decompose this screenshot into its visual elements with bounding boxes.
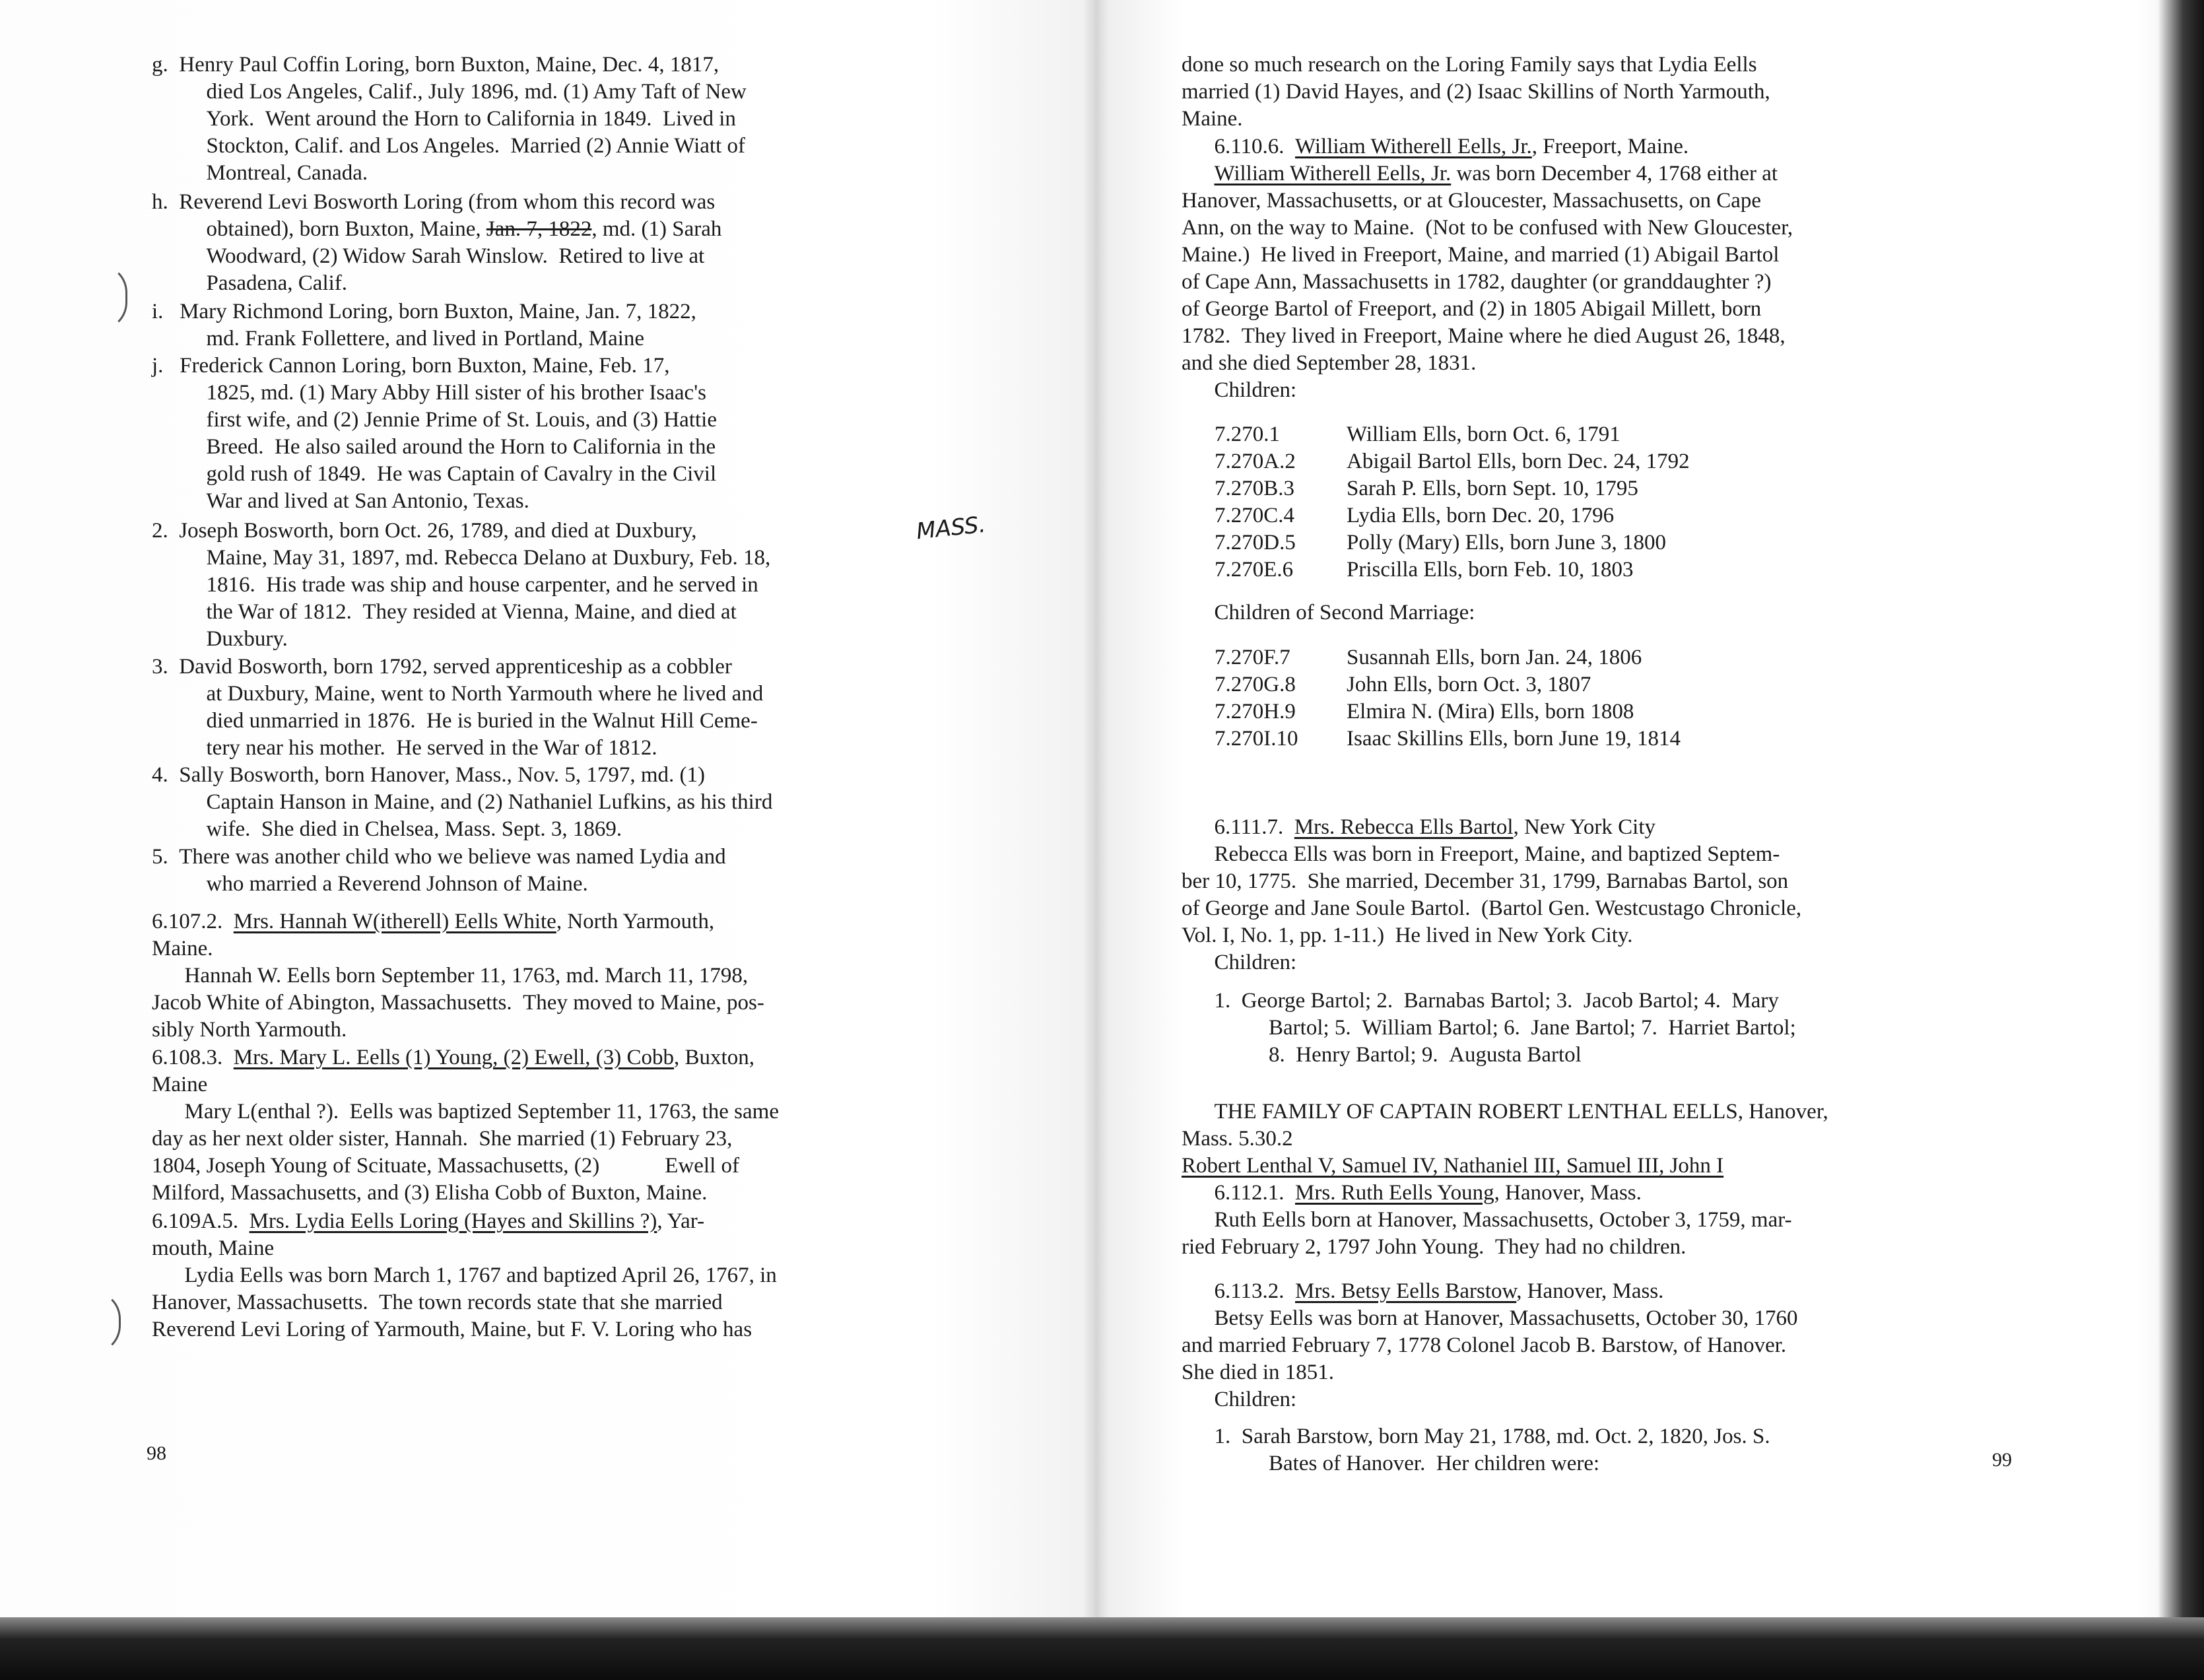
text-line: 1804, Joseph Young of Scituate, Massachusetts, (2) Ewell of <box>152 1154 740 1178</box>
text-line: Jacob White of Abington, Massachusetts. They moved to Maine, pos- <box>152 991 764 1015</box>
text-block <box>152 762 977 843</box>
text-line: 5. There was another child who we believe was named Lydia and <box>152 845 726 869</box>
handwritten-annotation: MASS. <box>915 511 987 545</box>
text-line: Hanover, Massachusetts, or at Gloucester, Massachusetts, on Cape <box>1182 189 1762 213</box>
text-line: Maine. <box>152 937 213 960</box>
text-line: obtained), born Buxton, Maine, Jan. 7, 1822, md. (1) Sarah <box>152 217 722 241</box>
child-entry: John Ells, born Oct. 3, 1807 <box>1347 673 1591 696</box>
margin-bracket-mark <box>99 264 127 331</box>
text-line: Mass. 5.30.2 <box>1182 1127 1293 1151</box>
record-number: 7.270E.6 <box>1215 558 1294 582</box>
text-block <box>1182 133 2106 404</box>
text-line: g. Henry Paul Coffin Loring, born Buxton, Maine, Dec. 4, 1817, <box>152 53 719 77</box>
record-number: 7.270G.8 <box>1215 673 1296 696</box>
table-row <box>1215 556 1690 584</box>
left-page <box>0 0 1096 1680</box>
text-line: gold rush of 1849. He was Captain of Cavalry in the Civil <box>152 462 717 486</box>
text-block <box>152 654 977 762</box>
left-page-number: 98 <box>147 1442 166 1464</box>
text-line: Pasadena, Calif. <box>152 271 348 295</box>
text-line: 6.113.2. Mrs. Betsy Eells Barstow, Hanover, Mass. <box>1182 1279 1664 1303</box>
text-line: Bates of Hanover. Her children were: <box>1182 1452 1600 1475</box>
text-line: Robert Lenthal V, Samuel IV, Nathaniel III, Samuel III, John I <box>1182 1154 1724 1178</box>
text-block <box>152 189 977 297</box>
text-line: of Cape Ann, Massachusetts in 1782, daughter (or granddaughter ?) <box>1182 270 1772 294</box>
text-line: i. Mary Richmond Loring, born Buxton, Maine, Jan. 7, 1822, <box>152 300 696 323</box>
record-number: 7.270D.5 <box>1215 531 1296 554</box>
text-line: Ann, on the way to Maine. (Not to be confused with New Gloucester, <box>1182 216 1793 240</box>
children-table <box>1215 644 1681 753</box>
text-line: 1782. They lived in Freeport, Maine where he died August 26, 1848, <box>1182 324 1786 348</box>
text-line: 6.107.2. Mrs. Hannah W(itherell) Eells White, North Yarmouth, <box>152 910 715 933</box>
text-line: Hannah W. Eells born September 11, 1763, md. March 11, 1798, <box>152 964 749 988</box>
text-line: 6.108.3. Mrs. Mary L. Eells (1) Young, (2) Ewell, (3) Cobb, Buxton, <box>152 1046 754 1069</box>
second-marriage-heading: Children of Second Marriage: <box>1182 601 1475 624</box>
text-line: first wife, and (2) Jennie Prime of St. Louis, and (3) Hattie <box>152 408 717 432</box>
scan-edge-shadow <box>2158 0 2204 1680</box>
text-line: She died in 1851. <box>1182 1361 1334 1384</box>
text-line: 2. Joseph Bosworth, born Oct. 26, 1789, and died at Duxbury, <box>152 519 697 543</box>
text-line: h. Reverend Levi Bosworth Loring (from whom this record was <box>152 190 716 214</box>
text-block <box>152 518 977 653</box>
text-line: who married a Reverend Johnson of Maine. <box>152 872 588 896</box>
text-block <box>1182 1278 2106 1413</box>
text-line: Maine.) He lived in Freeport, Maine, and married (1) Abigail Bartol <box>1182 243 1780 267</box>
text-line: Captain Hanson in Maine, and (2) Nathaniel Lufkins, as his third <box>152 790 773 814</box>
text-line: and she died September 28, 1831. <box>1182 351 1477 375</box>
text-line: 1816. His trade was ship and house carpenter, and he served in <box>152 573 758 597</box>
book-gutter <box>1083 0 1109 1680</box>
children-table <box>1215 421 1690 584</box>
table-row <box>1215 529 1690 556</box>
text-line: Children: <box>1182 1388 1297 1411</box>
record-number: 7.270C.4 <box>1215 504 1295 527</box>
text-line: wife. She died in Chelsea, Mass. Sept. 3, 1869. <box>152 817 622 841</box>
record-number: 7.270A.2 <box>1215 450 1296 473</box>
text-line: 6.111.7. Mrs. Rebecca Ells Bartol, New York City <box>1182 815 1656 839</box>
table-row <box>1215 671 1681 698</box>
child-entry: Sarah P. Ells, born Sept. 10, 1795 <box>1347 477 1638 500</box>
text-line: Ruth Eells born at Hanover, Massachusetts, October 3, 1759, mar- <box>1182 1208 1792 1232</box>
table-row <box>1215 448 1690 475</box>
table-row <box>1215 725 1681 753</box>
text-line: ried February 2, 1797 John Young. They had no children. <box>1182 1235 1686 1259</box>
child-entry: Isaac Skillins Ells, born June 19, 1814 <box>1347 727 1681 751</box>
text-line: j. Frederick Cannon Loring, born Buxton, Maine, Feb. 17, <box>152 354 670 378</box>
record-number: 7.270B.3 <box>1215 477 1295 500</box>
text-line: Children: <box>1182 951 1297 974</box>
text-line: York. Went around the Horn to California in 1849. Lived in <box>152 107 736 131</box>
text-line: 6.110.6. William Witherell Eells, Jr., Freeport, Maine. <box>1182 135 1689 158</box>
text-line: Maine, May 31, 1897, md. Rebecca Delano at Duxbury, Feb. 18, <box>152 546 771 570</box>
text-line: Milford, Massachusetts, and (3) Elisha Cobb of Buxton, Maine. <box>152 1181 708 1205</box>
text-block <box>1182 51 2106 133</box>
text-line: died unmarried in 1876. He is buried in the Walnut Hill Ceme- <box>152 709 758 733</box>
text-line: Vol. I, No. 1, pp. 1-11.) He lived in New York City. <box>1182 924 1633 947</box>
text-line: Lydia Eells was born March 1, 1767 and baptized April 26, 1767, in <box>152 1263 777 1287</box>
text-line: War and lived at San Antonio, Texas. <box>152 489 529 513</box>
text-block <box>152 1044 977 1207</box>
text-line: 1825, md. (1) Mary Abby Hill sister of his brother Isaac's <box>152 381 706 405</box>
text-line: Montreal, Canada. <box>152 161 368 185</box>
record-number: 7.270F.7 <box>1215 646 1290 669</box>
text-line: died Los Angeles, Calif., July 1896, md. (1) Amy Taft of New <box>152 80 747 104</box>
text-line: Rebecca Ells was born in Freeport, Maine, and baptized Septem- <box>1182 842 1780 866</box>
text-block <box>1182 1098 2106 1261</box>
text-line: Maine. <box>1182 107 1243 131</box>
margin-bracket-mark <box>92 1291 121 1354</box>
text-line: Reverend Levi Loring of Yarmouth, Maine, but F. V. Loring who has <box>152 1318 752 1341</box>
text-line: 6.112.1. Mrs. Ruth Eells Young, Hanover, Mass. <box>1182 1181 1642 1205</box>
text-block <box>152 353 977 515</box>
text-line: tery near his mother. He served in the War of 1812. <box>152 736 657 760</box>
text-line: 1. Sarah Barstow, born May 21, 1788, md. Oct. 2, 1820, Jos. S. <box>1182 1425 1770 1448</box>
text-line: Woodward, (2) Widow Sarah Winslow. Retired to live at <box>152 244 705 268</box>
child-entry: Abigail Bartol Ells, born Dec. 24, 1792 <box>1347 450 1690 473</box>
text-block <box>1182 1423 2106 1477</box>
text-line: 6.109A.5. Mrs. Lydia Eells Loring (Hayes and Skillins ?), Yar- <box>152 1209 705 1233</box>
text-line: of George and Jane Soule Bartol. (Bartol Gen. Westcustago Chronicle, <box>1182 896 1802 920</box>
text-line: Duxbury. <box>152 627 288 651</box>
child-entry: Susannah Ells, born Jan. 24, 1806 <box>1347 646 1642 669</box>
text-line: 3. David Bosworth, born 1792, served apprenticeship as a cobbler <box>152 655 732 679</box>
table-row <box>1215 502 1690 529</box>
table-row <box>1215 421 1690 448</box>
text-line: done so much research on the Loring Family says that Lydia Eells <box>1182 53 1757 77</box>
text-line: md. Frank Follettere, and lived in Portland, Maine <box>152 327 645 351</box>
text-line: the War of 1812. They resided at Vienna, Maine, and died at <box>152 600 737 624</box>
text-block <box>1182 988 2106 1069</box>
text-line: Maine <box>152 1073 208 1096</box>
text-block <box>1182 814 2106 976</box>
text-line: William Witherell Eells, Jr. was born December 4, 1768 either at <box>1214 162 1778 185</box>
text-line: 8. Henry Bartol; 9. Augusta Bartol <box>1182 1043 1582 1067</box>
text-line: Breed. He also sailed around the Horn to California in the <box>152 435 716 459</box>
text-block <box>152 908 977 1044</box>
text-line: Children: <box>1182 378 1297 402</box>
table-row <box>1215 698 1681 725</box>
child-entry: Polly (Mary) Ells, born June 3, 1800 <box>1347 531 1666 554</box>
child-entry: William Ells, born Oct. 6, 1791 <box>1347 422 1620 446</box>
text-block <box>152 1208 977 1343</box>
text-line: Stockton, Calif. and Los Angeles. Married (2) Annie Wiatt of <box>152 134 745 158</box>
record-number: 7.270H.9 <box>1215 700 1296 723</box>
text-line: 1. George Bartol; 2. Barnabas Bartol; 3. Jacob Bartol; 4. Mary <box>1182 989 1779 1013</box>
text-line: married (1) David Hayes, and (2) Isaac Skillins of North Yarmouth, <box>1182 80 1770 104</box>
text-line: Betsy Eells was born at Hanover, Massachusetts, October 30, 1760 <box>1182 1306 1798 1330</box>
text-line: at Duxbury, Maine, went to North Yarmouth where he lived and <box>152 682 764 706</box>
child-entry: Lydia Ells, born Dec. 20, 1796 <box>1347 504 1615 527</box>
record-number: 7.270I.10 <box>1215 727 1298 751</box>
text-line: Bartol; 5. William Bartol; 6. Jane Bartol; 7. Harriet Bartol; <box>1182 1016 1796 1040</box>
text-line: 4. Sally Bosworth, born Hanover, Mass., Nov. 5, 1797, md. (1) <box>152 763 705 787</box>
text-line: mouth, Maine <box>152 1236 275 1260</box>
text-line: Mary L(enthal ?). Eells was baptized September 11, 1763, the same <box>152 1100 779 1124</box>
text-line: of George Bartol of Freeport, and (2) in 1805 Abigail Millett, born <box>1182 297 1762 321</box>
child-entry: Elmira N. (Mira) Ells, born 1808 <box>1347 700 1634 723</box>
text-block <box>152 51 977 187</box>
table-row <box>1215 475 1690 502</box>
text-line: sibly North Yarmouth. <box>152 1018 347 1042</box>
right-page <box>1096 0 2204 1680</box>
text-line: ber 10, 1775. She married, December 31, 1799, Barnabas Bartol, son <box>1182 869 1789 893</box>
text-block <box>152 844 977 898</box>
table-row <box>1215 644 1681 671</box>
scan-bottom-shadow <box>0 1617 2204 1680</box>
right-page-number: 99 <box>1992 1449 2012 1471</box>
text-line: THE FAMILY OF CAPTAIN ROBERT LENTHAL EELLS, Hanover, <box>1182 1100 1828 1124</box>
text-line: and married February 7, 1778 Colonel Jacob B. Barstow, of Hanover. <box>1182 1333 1787 1357</box>
text-line: day as her next older sister, Hannah. She married (1) February 23, <box>152 1127 733 1151</box>
text-block <box>152 298 977 353</box>
text-line: Hanover, Massachusetts. The town records state that she married <box>152 1291 723 1314</box>
child-entry: Priscilla Ells, born Feb. 10, 1803 <box>1347 558 1634 582</box>
record-number: 7.270.1 <box>1215 422 1280 446</box>
